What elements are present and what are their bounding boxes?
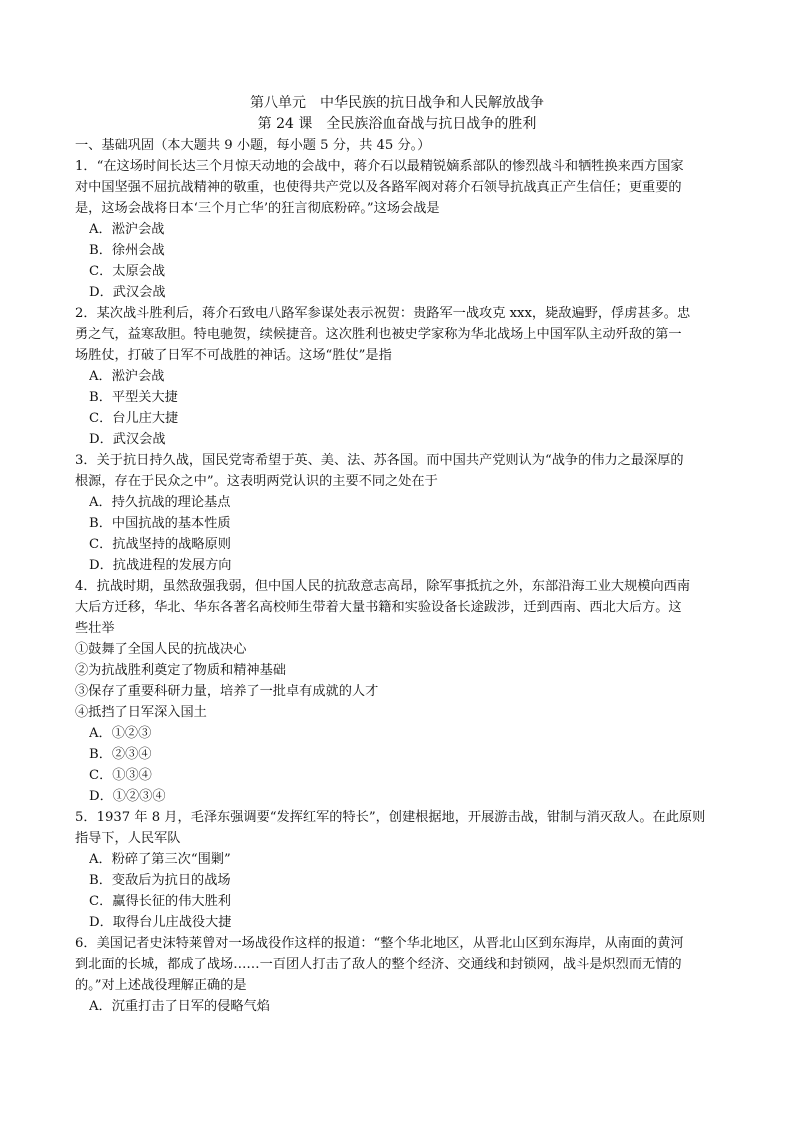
- question-5-stem-line: 指导下，人民军队: [75, 831, 181, 846]
- question-5-option-d: D．取得台儿庄战役大捷: [89, 915, 232, 930]
- question-3-stem-line: 3．关于抗日持久战，国民党寄希望于英、美、法、苏各国。而中国共产党则认为“战争的伟力之最深厚的: [75, 453, 684, 468]
- question-2-option-c: C．台儿庄大捷: [89, 411, 179, 426]
- question-1-option-c: C．太原会战: [89, 264, 166, 279]
- question-2-stem-line: 场胜仗，打破了日军不可战胜的神话。这场“胜仗”是指: [75, 348, 392, 363]
- question-3-option-d: D．抗战进程的发展方向: [89, 558, 232, 573]
- question-2-option-b: B．平型关大捷: [89, 390, 178, 405]
- question-3-option-c: C．抗战坚持的战略原则: [89, 537, 231, 552]
- unit-title: 第八单元 中华民族的抗日战争和人民解放战争: [250, 95, 544, 111]
- question-3-option-b: B．中国抗战的基本性质: [89, 516, 231, 531]
- question-5-option-b: B．变敌后为抗日的战场: [89, 873, 231, 888]
- question-2-stem-line: 2．某次战斗胜利后，蒋介石致电八路军参谋处表示祝贺：贵路军一战攻克 xxx，毙敌遍野，俘虏甚多。忠: [75, 306, 691, 321]
- lesson-title: 第 24 课 全民族浴血奋战与抗日战争的胜利: [257, 116, 537, 132]
- question-5-stem-line: 5．1937 年 8 月，毛泽东强调要“发挥红军的特长”，创建根据地，开展游击战，钳制与消灭敌人。在此原则: [75, 810, 706, 825]
- question-4-stem-line: 大后方迁移，华北、华东各著名高校师生带着大量书籍和实验设备长途跋涉，迁到西南、西北大后方。这: [75, 600, 682, 615]
- question-1-option-b: B．徐州会战: [89, 243, 165, 258]
- question-5-option-c: C．赢得长征的伟大胜利: [89, 894, 231, 909]
- question-6-stem-line: 的。”对上述战役理解正确的是: [75, 978, 247, 993]
- question-6-stem-line: 6．美国记者史沫特莱曾对一场战役作这样的报道：“整个华北地区，从晋北山区到东海岸，从南面的黄河: [75, 936, 684, 951]
- question-6-option-a: A．沉重打击了日军的侵略气焰: [89, 999, 270, 1014]
- question-4-option-c: C．①③④: [89, 768, 152, 783]
- question-4-option-b: B．②③④: [89, 747, 152, 762]
- question-1-stem-line: 是，这场会战将日本‘三个月亡华’的狂言彻底粉碎。”这场会战是: [75, 201, 440, 216]
- question-4-stem-line: 些壮举: [75, 621, 115, 636]
- question-4-item-1: ①鼓舞了全国人民的抗战决心: [75, 642, 247, 657]
- question-1-stem-line: 对中国坚强不屈抗战精神的敬重，也使得共产党以及各路军阀对蒋介石领导抗战真正产生信任；更重要的: [75, 180, 682, 195]
- question-4-option-a: A．①②③: [89, 726, 152, 741]
- question-3-option-a: A．持久抗战的理论基点: [89, 495, 231, 510]
- question-1-option-a: A．淞沪会战: [89, 222, 165, 237]
- question-1-option-d: D．武汉会战: [89, 285, 166, 300]
- question-2-option-a: A．淞沪会战: [89, 369, 165, 384]
- question-4-option-d: D．①②③④: [89, 789, 166, 804]
- question-1-stem-line: 1．“在这场时间长达三个月惊天动地的会战中，蒋介石以最精锐嫡系部队的惨烈战斗和牺牲换来西方国家: [75, 159, 684, 174]
- question-3-stem-line: 根源，存在于民众之中”。这表明两党认识的主要不同之处在于: [75, 474, 438, 489]
- question-4-item-3: ③保存了重要科研力量，培养了一批卓有成就的人才: [75, 684, 379, 699]
- question-6-stem-line: 到北面的长城，都成了战场……一百团人打击了敌人的整个经济、交通线和封锁网，战斗是炽烈而无情的: [75, 957, 682, 972]
- question-4-stem-line: 4．抗战时期，虽然敌强我弱，但中国人民的抗敌意志高昂，除军事抵抗之外，东部沿海工业大规模向西南: [75, 579, 691, 594]
- question-2-option-d: D．武汉会战: [89, 432, 166, 447]
- section-heading: 一、基础巩固（本大题共 9 小题，每小题 5 分，共 45 分。）: [75, 138, 431, 153]
- question-2-stem-line: 勇之气，益寒敌胆。特电驰贺，续候捷音。这次胜利也被史学家称为华北战场上中国军队主动歼敌的第一: [75, 327, 682, 342]
- question-4-item-2: ②为抗战胜利奠定了物质和精神基础: [75, 663, 286, 678]
- question-5-option-a: A．粉碎了第三次“围剿”: [89, 852, 231, 867]
- question-4-item-4: ④抵挡了日军深入国土: [75, 705, 207, 720]
